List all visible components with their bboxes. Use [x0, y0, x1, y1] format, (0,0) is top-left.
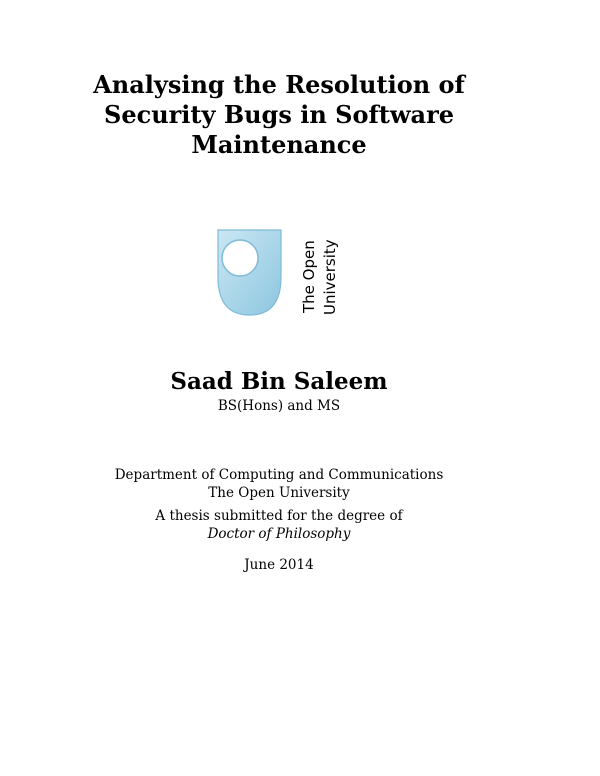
submission-date: June 2014 [244, 557, 314, 573]
degree-name: Doctor of Philosophy [207, 526, 351, 542]
open-university-logo [217, 229, 342, 317]
thesis-title [0, 70, 558, 160]
title-line-2: Security Bugs in Software [104, 100, 454, 129]
affiliation-block [0, 466, 558, 502]
title-line-3: Maintenance [191, 130, 367, 159]
title-line-1: Analysing the Resolution of [93, 70, 465, 99]
university: The Open University [208, 485, 350, 501]
department: Department of Computing and Communications [114, 467, 444, 483]
thesis-statement: A thesis submitted for the degree of [155, 508, 403, 524]
thesis-statement-block [0, 507, 558, 543]
shield-ring-icon [222, 240, 258, 276]
author-credentials: BS(Hons) and MS [217, 398, 341, 414]
logo-text-line-2: University [321, 239, 339, 315]
logo-text-line-1: The Open [300, 240, 318, 313]
author-name: Saad Bin Saleem [170, 368, 388, 395]
